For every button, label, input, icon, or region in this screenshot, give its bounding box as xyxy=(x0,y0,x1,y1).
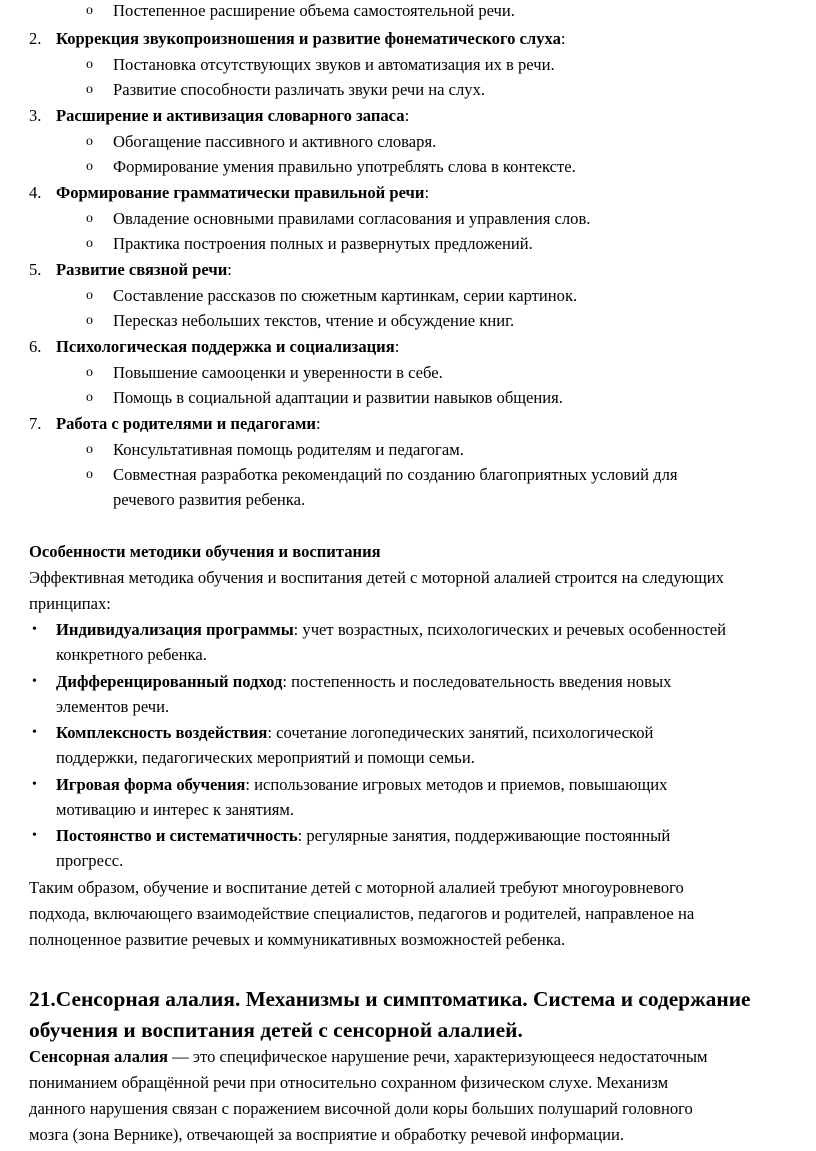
list-heading-colon: : xyxy=(315,414,321,433)
list-heading xyxy=(56,29,566,49)
list-number: 4. xyxy=(29,183,42,202)
principle-text: : постепенность и последовательность введения новых xyxy=(282,672,672,691)
list-number: 3. xyxy=(29,106,42,125)
sub-item-text: Овладение основными правилами согласования и управления слов. xyxy=(113,209,591,228)
principle-continuation: мотивацию и интерес к занятиям. xyxy=(56,800,295,819)
list-number: 7. xyxy=(29,414,42,433)
list-heading-title: Коррекция звукопроизношения и развитие фонематического слуха xyxy=(56,29,561,48)
sub-item-marker: o xyxy=(86,236,93,251)
sub-item-text: Развитие способности различать звуки речи на слух. xyxy=(113,80,486,99)
list-heading-title: Развитие связной речи xyxy=(56,260,228,279)
principle-text: : регулярные занятия, поддерживающие постоянный xyxy=(297,826,671,845)
principle-line xyxy=(56,826,670,846)
list-heading-colon: : xyxy=(424,183,430,202)
sub-item-text: Постановка отсутствующих звуков и автоматизация их в речи. xyxy=(113,55,555,74)
list-heading xyxy=(56,337,399,357)
paragraph-line: принципах: xyxy=(29,594,111,613)
sub-item-text: Совместная разработка рекомендаций по созданию благоприятных условий для xyxy=(113,465,678,484)
paragraph-line xyxy=(29,1047,707,1067)
list-heading-colon: : xyxy=(560,29,566,48)
definition-text: — это специфическое нарушение речи, характеризующееся недостаточным xyxy=(168,1047,708,1066)
sub-item-marker: o xyxy=(86,82,93,97)
paragraph-line: данного нарушения связан с поражением височной доли коры больших полушарий головного xyxy=(29,1099,693,1118)
paragraph-line: пониманием обращённой речи при относительно сохранном физическом слухе. Механизм xyxy=(29,1073,669,1092)
list-heading xyxy=(56,183,429,203)
sub-item-text: Пересказ небольших текстов, чтение и обсуждение книг. xyxy=(113,311,515,330)
principle-title: Постоянство и систематичность xyxy=(56,826,298,845)
sub-item-text: Консультативная помощь родителям и педагогам. xyxy=(113,440,464,459)
paragraph-line: подхода, включающего взаимодействие специалистов, педагогов и родителей, направленое на xyxy=(29,904,695,923)
paragraph-line: мозга (зона Вернике), отвечающей за восприятие и обработку речевой информации. xyxy=(29,1125,625,1144)
principle-continuation: поддержки, педагогических мероприятий и помощи семьи. xyxy=(56,748,475,767)
bullet: • xyxy=(32,828,37,843)
list-number: 2. xyxy=(29,29,42,48)
list-heading-colon: : xyxy=(404,106,410,125)
sub-item-marker: o xyxy=(86,159,93,174)
list-heading-colon: : xyxy=(394,337,400,356)
section-21-heading-line1: 21.Сенсорная алалия. Механизмы и симптоматика. Система и содержание xyxy=(29,987,751,1011)
section-21-heading-line2: обучения и воспитания детей с сенсорной алалией. xyxy=(29,1018,523,1042)
sub-item-text: Практика построения полных и развернутых предложений. xyxy=(113,234,533,253)
principle-text: : использование игровых методов и приемов, повышающих xyxy=(245,775,668,794)
bullet: • xyxy=(32,622,37,637)
principle-line xyxy=(56,723,653,743)
sub-item-text: Повышение самооценки и уверенности в себе. xyxy=(113,363,443,382)
list-heading xyxy=(56,106,409,126)
list-number: 6. xyxy=(29,337,42,356)
sub-item-marker: o xyxy=(86,3,93,18)
sub-item-text: Обогащение пассивного и активного словаря. xyxy=(113,132,437,151)
sub-item-text: Формирование умения правильно употреблять слова в контексте. xyxy=(113,157,576,176)
principle-continuation: конкретного ребенка. xyxy=(56,645,207,664)
principle-continuation: прогресс. xyxy=(56,851,124,870)
list-heading-colon: : xyxy=(227,260,232,279)
paragraph-line: Эффективная методика обучения и воспитания детей с моторной алалией строится на следующих xyxy=(29,568,724,587)
principle-continuation: элементов речи. xyxy=(56,697,170,716)
paragraph-line: полноценное развитие речевых и коммуникативных возможностей ребенка. xyxy=(29,930,566,949)
principle-title: Дифференцированный подход xyxy=(56,672,283,691)
sub-item-text-continuation: речевого развития ребенка. xyxy=(113,490,306,509)
sub-item-marker: o xyxy=(86,365,93,380)
principle-text: : сочетание логопедических занятий, психологической xyxy=(267,723,654,742)
list-heading-title: Формирование грамматически правильной речи xyxy=(56,183,425,202)
principle-title: Индивидуализация программы xyxy=(56,620,294,639)
paragraph-line: Таким образом, обучение и воспитание детей с моторной алалией требуют многоуровневого xyxy=(29,878,684,897)
sub-item-marker: o xyxy=(86,211,93,226)
list-heading-title: Расширение и активизация словарного запаса xyxy=(56,106,405,125)
sub-item-marker: o xyxy=(86,313,93,328)
sub-item-marker: o xyxy=(86,467,93,482)
bullet: • xyxy=(32,725,37,740)
principle-line xyxy=(56,620,726,640)
sub-item-marker: o xyxy=(86,288,93,303)
sub-item-marker: o xyxy=(86,57,93,72)
principle-line xyxy=(56,775,667,795)
bullet: • xyxy=(32,674,37,689)
principle-text: : учет возрастных, психологических и речевых особенностей xyxy=(293,620,727,639)
sub-item-marker: o xyxy=(86,442,93,457)
sub-item-text: Постепенное расширение объема самостоятельной речи. xyxy=(113,1,515,20)
list-number: 5. xyxy=(29,260,42,279)
methodology-heading: Особенности методики обучения и воспитания xyxy=(29,542,381,561)
sub-item-text: Составление рассказов по сюжетным картинкам, серии картинок. xyxy=(113,286,578,305)
principle-line xyxy=(56,672,671,692)
principle-title: Комплексность воздействия xyxy=(56,723,268,742)
list-heading xyxy=(56,414,321,434)
list-heading-title: Психологическая поддержка и социализация xyxy=(56,337,395,356)
list-heading xyxy=(56,260,232,280)
bullet: • xyxy=(32,777,37,792)
sub-item-marker: o xyxy=(86,390,93,405)
principle-title: Игровая форма обучения xyxy=(56,775,246,794)
section-heading xyxy=(29,542,381,562)
sub-item-marker: o xyxy=(86,134,93,149)
list-heading-title: Работа с родителями и педагогами xyxy=(56,414,316,433)
sub-item-text: Помощь в социальной адаптации и развитии навыков общения. xyxy=(113,388,563,407)
term-sensory-alalia: Сенсорная алалия xyxy=(29,1047,169,1066)
